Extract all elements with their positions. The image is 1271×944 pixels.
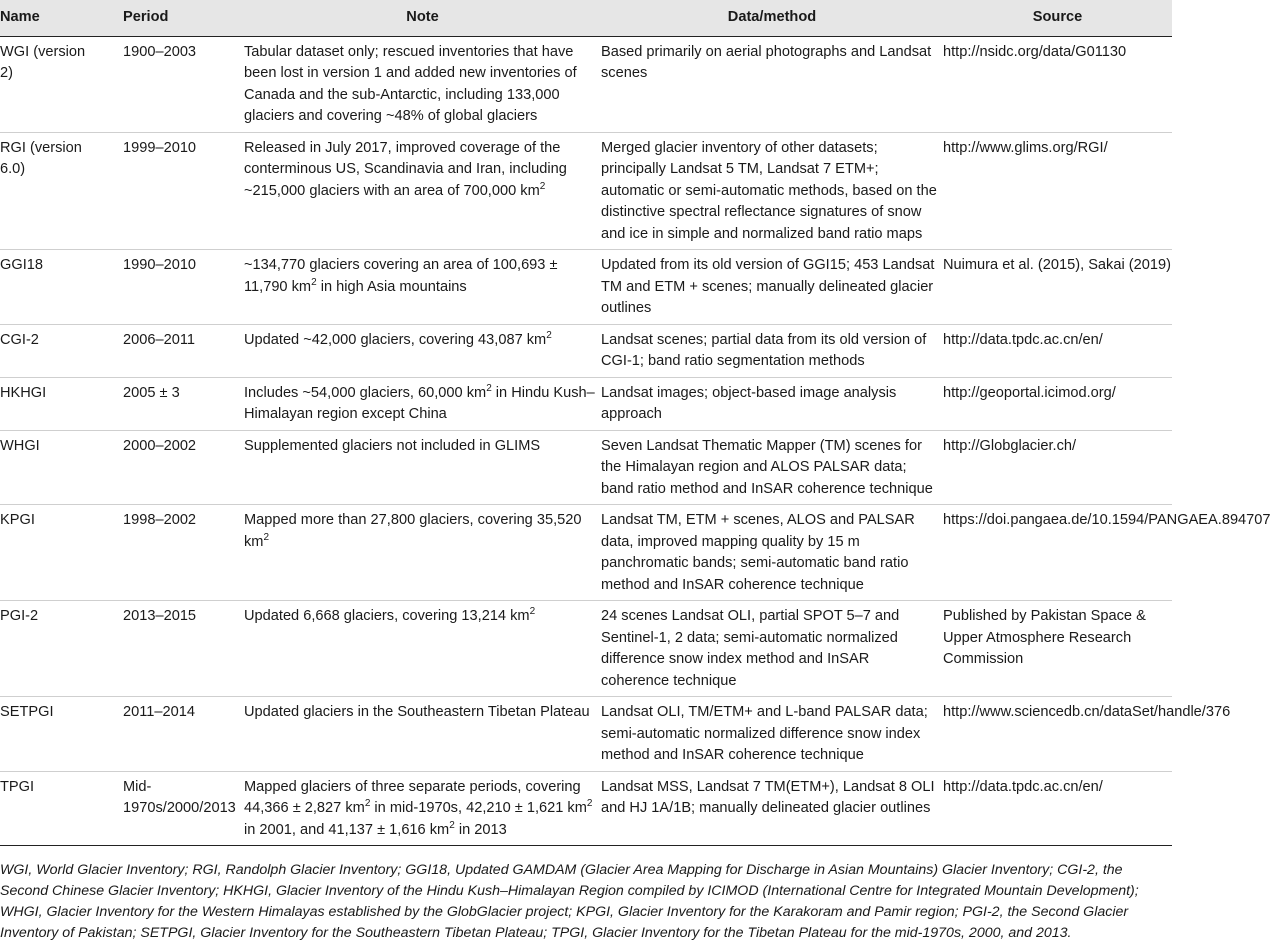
cell-note: Updated ~42,000 glaciers, covering 43,087 $km^2$ — [244, 324, 601, 377]
cell-period: Mid-1970s/2000/2013 — [96, 771, 244, 846]
header-period: Period — [96, 0, 244, 36]
cell-period: 2011–2014 — [96, 697, 244, 772]
table-row — [0, 505, 1172, 601]
cell-period: 1998–2002 — [96, 505, 244, 601]
cell-period: 2006–2011 — [96, 324, 244, 377]
cell-data-method: Landsat scenes; partial data from its old version of CGI-1; band ratio segmentation methods — [601, 324, 943, 377]
cell-data-method: Landsat images; object-based image analysis approach — [601, 377, 943, 430]
table-footnote: WGI, World Glacier Inventory; RGI, Randolph Glacier Inventory; GGI18, Updated GAMDAM (Glacier Area Mapping for Discharge in Asian Mountains) Glacier Inventory; CGI-2, the Second Chinese Glacier Inventory; HKHGI, Glacier Inventory of the Hindu Kush–Himalayan Region compiled by ICIMOD (International Centre for Integrated Mountain Development); WHGI, Glacier Inventory for the Western Himalayas established by the GlobGlacier project; KPGI, Glacier Inventory for the Karakoram and Pamir region; PGI-2, the Second Glacier Inventory of Pakistan; SETPGI, Glacier Inventory for the Southeastern Tibetan Plateau; TPGI, Glacier Inventory for the Tibetan Plateau for the mid-1970s, 2000, and 2013. — [0, 862, 1139, 941]
cell-source: Published by Pakistan Space & Upper Atmosphere Research Commission — [943, 601, 1172, 697]
table-header — [0, 0, 1172, 36]
cell-note: Supplemented glaciers not included in GLIMS — [244, 430, 601, 505]
cell-source: Nuimura et al. (2015), Sakai (2019) — [943, 250, 1172, 325]
cell-note: ~134,770 glaciers covering an area of 100,693 ± 11,790 $km^2$ in high Asia mountains — [244, 250, 601, 325]
table-row — [0, 324, 1172, 377]
cell-data-method: Merged glacier inventory of other datasets; principally Landsat 5 TM, Landsat 7 ETM+; automatic or semi-automatic methods, based on the distinctive spectral reflectance signatures of snow and ice in simple and normalized band ratio maps — [601, 132, 943, 250]
header-data-method: Data/method — [601, 0, 943, 36]
table-body — [0, 36, 1271, 846]
cell-name: CGI-2 — [0, 324, 96, 377]
cell-period: 1999–2010 — [96, 132, 244, 250]
cell-note: Includes ~54,000 glaciers, 60,000 $km^2$ in Hindu Kush–Himalayan region except China — [244, 377, 601, 430]
cell-source: http://Globglacier.ch/ — [943, 430, 1172, 505]
cell-data-method: Updated from its old version of GGI15; 453 Landsat TM and ETM + scenes; manually delineated glacier outlines — [601, 250, 943, 325]
cell-period: 2013–2015 — [96, 601, 244, 697]
table-row — [0, 132, 1172, 250]
cell-name: SETPGI — [0, 697, 96, 772]
table-row — [0, 36, 1172, 132]
table-row — [0, 771, 1172, 846]
table-row — [0, 377, 1172, 430]
cell-source: http://www.sciencedb.cn/dataSet/handle/376 — [943, 697, 1172, 772]
cell-source: http://nsidc.org/data/G01130 — [943, 36, 1172, 132]
cell-period: 1990–2010 — [96, 250, 244, 325]
cell-note: Updated 6,668 glaciers, covering 13,214 $km^2$ — [244, 601, 601, 697]
header-note: Note — [244, 0, 601, 36]
cell-source: http://www.glims.org/RGI/ — [943, 132, 1172, 250]
cell-data-method: 24 scenes Landsat OLI, partial SPOT 5–7 and Sentinel-1, 2 data; semi-automatic normalized difference snow index method and InSAR coherence technique — [601, 601, 943, 697]
cell-source: http://geoportal.icimod.org/ — [943, 377, 1172, 430]
cell-source: https://doi.pangaea.de/10.1594/PANGAEA.894707 — [943, 505, 1172, 601]
cell-period: 2000–2002 — [96, 430, 244, 505]
cell-note: Tabular dataset only; rescued inventories that have been lost in version 1 and added new inventories of Canada and the sub-Antarctic, including 133,000 glaciers and covering ~48% of global glaciers — [244, 36, 601, 132]
cell-period: 1900–2003 — [96, 36, 244, 132]
cell-period: 2005 ± 3 — [96, 377, 244, 430]
table-row — [0, 430, 1172, 505]
header-source: Source — [943, 0, 1172, 36]
header-row — [0, 0, 1172, 36]
cell-data-method: Landsat OLI, TM/ETM+ and L-band PALSAR data; semi-automatic normalized difference snow index method and InSAR coherence technique — [601, 697, 943, 772]
cell-data-method: Landsat MSS, Landsat 7 TM(ETM+), Landsat 8 OLI and HJ 1A/1B; manually delineated glacier outlines — [601, 771, 943, 846]
header-name: Name — [0, 0, 96, 36]
cell-name: WGI (version 2) — [0, 36, 96, 132]
cell-name: RGI (version 6.0) — [0, 132, 96, 250]
cell-name: TPGI — [0, 771, 96, 846]
cell-data-method: Seven Landsat Thematic Mapper (TM) scenes for the Himalayan region and ALOS PALSAR data; band ratio method and InSAR coherence technique — [601, 430, 943, 505]
cell-name: KPGI — [0, 505, 96, 601]
cell-note: Mapped more than 27,800 glaciers, covering 35,520 $km^2$ — [244, 505, 601, 601]
cell-note: Mapped glaciers of three separate periods, covering 44,366 ± 2,827 $km^2$ in mid-1970s, 42,210 ± 1,621 $km^2$ in 2001, and 41,137 ± 1,616 $km^2$ in 2013 — [244, 771, 601, 846]
cell-data-method: Based primarily on aerial photographs and Landsat scenes — [601, 36, 943, 132]
cell-note: Updated glaciers in the Southeastern Tibetan Plateau — [244, 697, 601, 772]
table-row — [0, 250, 1172, 325]
cell-name: PGI-2 — [0, 601, 96, 697]
cell-source: http://data.tpdc.ac.cn/en/ — [943, 771, 1172, 846]
cell-name: WHGI — [0, 430, 96, 505]
cell-source: http://data.tpdc.ac.cn/en/ — [943, 324, 1172, 377]
cell-name: GGI18 — [0, 250, 96, 325]
table-row — [0, 601, 1172, 697]
cell-name: HKHGI — [0, 377, 96, 430]
cell-data-method: Landsat TM, ETM + scenes, ALOS and PALSAR data, improved mapping quality by 15 m panchromatic bands; semi-automatic band ratio method and InSAR coherence technique — [601, 505, 943, 601]
cell-note: Released in July 2017, improved coverage of the conterminous US, Scandinavia and Iran, including ~215,000 glaciers with an area of 700,000 $km^2$ — [244, 132, 601, 250]
table-row — [0, 697, 1172, 772]
